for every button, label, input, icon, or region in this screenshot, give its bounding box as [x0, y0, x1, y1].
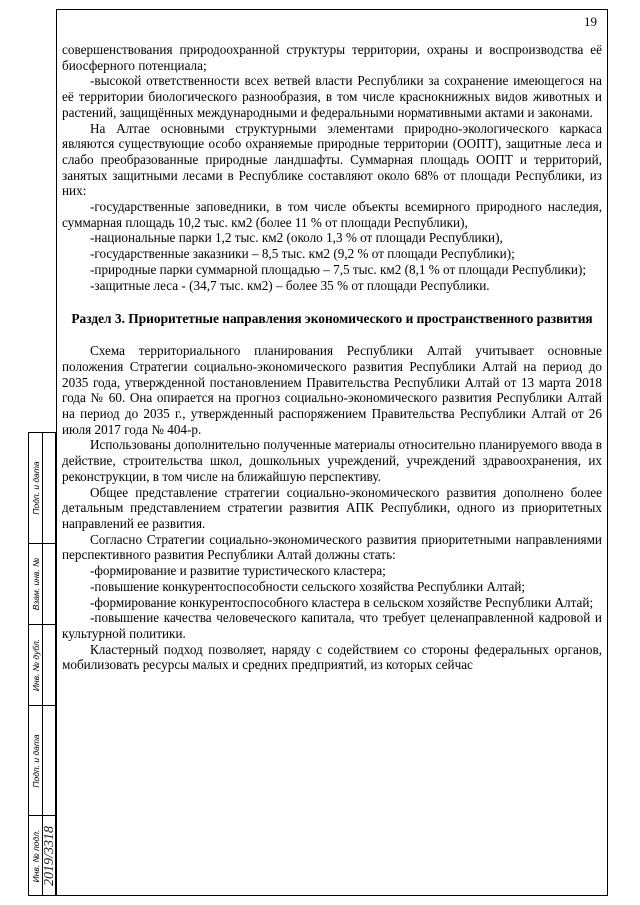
stamp-cell-podp-data-2 [28, 705, 56, 816]
list-item: -формирование и развитие туристического кластера; [90, 563, 386, 579]
paragraph: Согласно Стратегии социально-экономического развития приоритетными направлениями перспективного развития Республики Алтай должны стать: [62, 531, 602, 563]
list-item: -формирование конкурентоспособного кластера в сельском хозяйстве Республики Алтай; [90, 594, 594, 610]
list-item: -национальные парки 1,2 тыс. км2 (около 1,3 % от площади Республики), [90, 230, 503, 246]
stamp-label: Подп. и дата [30, 733, 41, 788]
list-item: -защитные леса - (34,7 тыс. км2) – более 35 % от площади Республики. [90, 277, 490, 293]
stamp-cell-inv-podl [28, 815, 56, 896]
stamp-label: Взам. инв. № [30, 557, 41, 611]
stamp-cell-podp-data-1 [28, 432, 56, 544]
document-body [62, 42, 602, 673]
paragraph: совершенствования природоохранной структуры территории, охраны и воспроизводства её биосферного потенциала; [62, 42, 602, 73]
section-heading: Раздел 3. Приоритетные направления экономического и пространственного развития [71, 311, 593, 327]
list-item: -государственные заказники – 8,5 тыс. км2 (9,2 % от площади Республики); [90, 246, 515, 262]
paragraph: Общее представление стратегии социально-экономического развития дополнено более детальным представлением стратегии развития АПК Республики, одного из приоритетных направлений ее развития. [62, 484, 602, 531]
paragraph: Использованы дополнительно полученные материалы относительно планируемого ввода в действие, строительства школ, дошкольных учреждений, учреждений здравоохранения, их реконструкции, в том числе на ближайшую перспективу. [62, 437, 602, 484]
inventory-number: 2019/3318 [42, 825, 57, 886]
paragraph: Схема территориального планирования Республики Алтай учитывает основные положения Стратегии социально-экономического развития Республики Алтай на период до 2035 года, утвержденной постановлением Правительства Республики Алтай от 13 марта 2018 года № 60. Она опирается на прогноз социально-экономического развития Республики Алтай на период до 2035 г., утвержденный распоряжением Правительства Республики Алтай от 26 июля 2017 года № 404-р. [62, 343, 602, 437]
stamp-cell-inv-dubl [28, 624, 56, 706]
stamp-cell-vzam-inv [28, 543, 56, 625]
page-number: 19 [584, 14, 597, 29]
stamp-label: Инв. № подл. [30, 829, 41, 882]
list-item: -государственные заповедники, в том числе объекты всемирного природного наследия, суммарная площадь 10,2 тыс. км2 (более 11 % от площади Республики), [62, 199, 602, 230]
list-item: -повышение конкурентоспособности сельского хозяйства Республики Алтай; [90, 578, 526, 594]
paragraph: Кластерный подход позволяет, наряду с содействием со стороны федеральных органов, мобилизовать ресурсы малых и средних предприятий, из которых сейчас [62, 641, 602, 673]
paragraph: -высокой ответственности всех ветвей власти Республики за сохранение имеющегося на её территории биологического разнообразия, в том числе краснокнижных видов животных и растений, защищённых международными и федеральными нормативными актами и законами. [62, 73, 602, 120]
list-item: -природные парки суммарной площадью – 7,5 тыс. км2 (8,1 % от площади Республики); [90, 261, 587, 277]
list-item: -повышение качества человеческого капитала, что требует целенаправленной кадровой и культурной политики. [62, 610, 602, 641]
stamp-table [28, 432, 56, 896]
paragraph: На Алтае основными структурными элементами природно-экологического каркаса являются существующие особо охраняемые природные территории (ООПТ), защитные леса и слабо преобразованные природные ландшафты. Суммарная площадь ООПТ и территорий, занятых защитными лесами в Республике составляют около 68% от площади Республики, из них: [62, 120, 602, 199]
stamp-label: Подп. и дата [30, 461, 41, 515]
stamp-label: Инв. № дубл. [30, 638, 41, 692]
